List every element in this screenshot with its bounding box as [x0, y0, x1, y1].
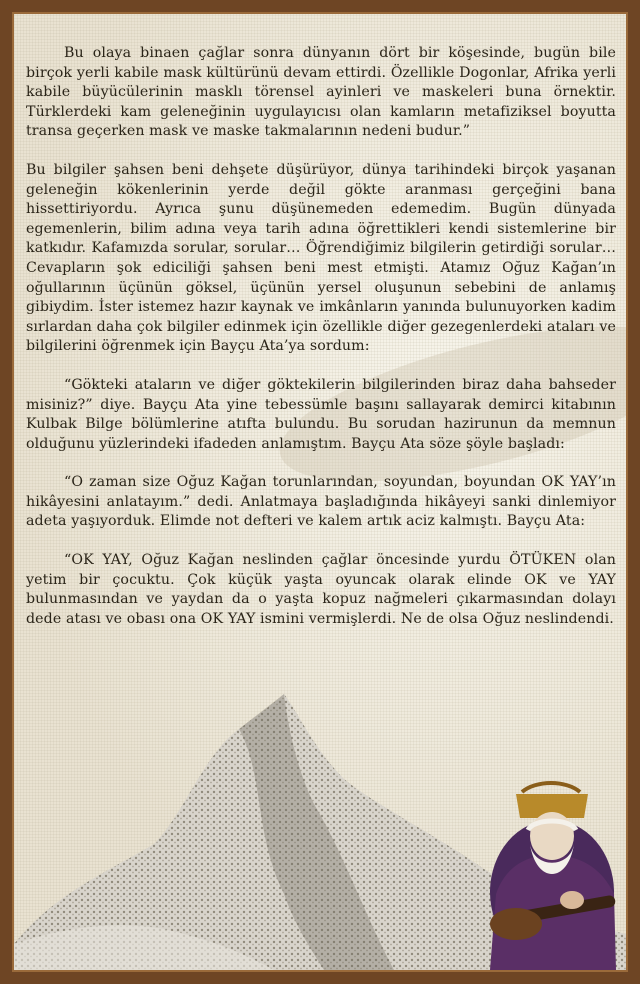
paragraph-5: “OK YAY, Oğuz Kağan neslinden çağlar öncesinde yurdu ÖTÜKEN olan yetim bir çocuktu. Çok küçük yaşta oyuncak olarak elinde OK ve YAY bulunmasından ve yaydan da o yaşta kopuz nağmeleri çıkarmasından dolayı dede atası ve obası ona OK YAY ismini vermişlerdi. Ne de olsa Oğuz neslindendi. [26, 552, 616, 627]
paragraph-1: Bu olaya binaen çağlar sonra dünyanın dört bir köşesinde, bugün bile birçok yerli kabile mask kültürünü devam ettirdi. Özellikle Dogonlar, Afrika yerli kabile büyücülerinin masklı törensel ayinleri ve maskeleri buna örnektir. Türklerdeki kam geleneğinin uygulayıcısı olan kamların metafiziksel boyutta transa geçerken mask ve maske takmalarının nedeni budur.” [26, 45, 616, 140]
body-text [26, 44, 616, 648]
page-paper [14, 14, 626, 970]
bard-figure-illustration [476, 774, 626, 970]
paragraph-4: “O zaman size Oğuz Kağan torunlarından, soyundan, boyundan OK YAY’ın hikâyesini anlatayım.” dedi. Anlatmaya başladığında hikâyeyi sanki dinlemiyor adeta yaşıyorduk. Elimde not defteri ve kalem artık aciz kalmıştı. Bayçu Ata: [26, 474, 616, 530]
paragraph-3: “Gökteki ataların ve diğer göktekilerin bilgilerinden biraz daha bahseder misiniz?” diye. Bayçu Ata yine tebessümle başını sallayarak demirci kitabının Kulbak Bilge bölümlerine atıfta bulundu. Bu sorudan hazirunun da memnun olduğunu yüzlerindeki ifadeden anlamıştım. Bayçu Ata söze şöyle başladı: [26, 376, 616, 452]
paragraph-2: Bu bilgiler şahsen beni dehşete düşürüyor, dünya tarihindeki birçok yaşanan geleneğin kökenlerinin yerde değil gökte aranması gerçeğini bana hissettiriyordu. Ayrıca şunu düşünemeden edemedim. Bugün dünyada egemenlerin, bilim adına veya tarih adına öğrettikleri kendi sistemlerine bir katkıdır. Kafamızda sorular, sorular… Öğrendiğimiz bilgilerin getirdiği sorular… Cevapların şok ediciliği şahsen beni mest etmişti. Atamız Oğuz Kağan’ın oğullarının üçünün göksel, üçünün yersel oluşunun sebebini de anlamış gibiydim. İster istemez hazır kaynak ve imkânların yanında bulunuyorken kadim sırlardan daha çok bilgiler edinmek için özellikle diğer gezegenlerdeki ataları ve bilgilerini öğrenmek için Bayçu Ata’ya sordum: [26, 161, 616, 355]
